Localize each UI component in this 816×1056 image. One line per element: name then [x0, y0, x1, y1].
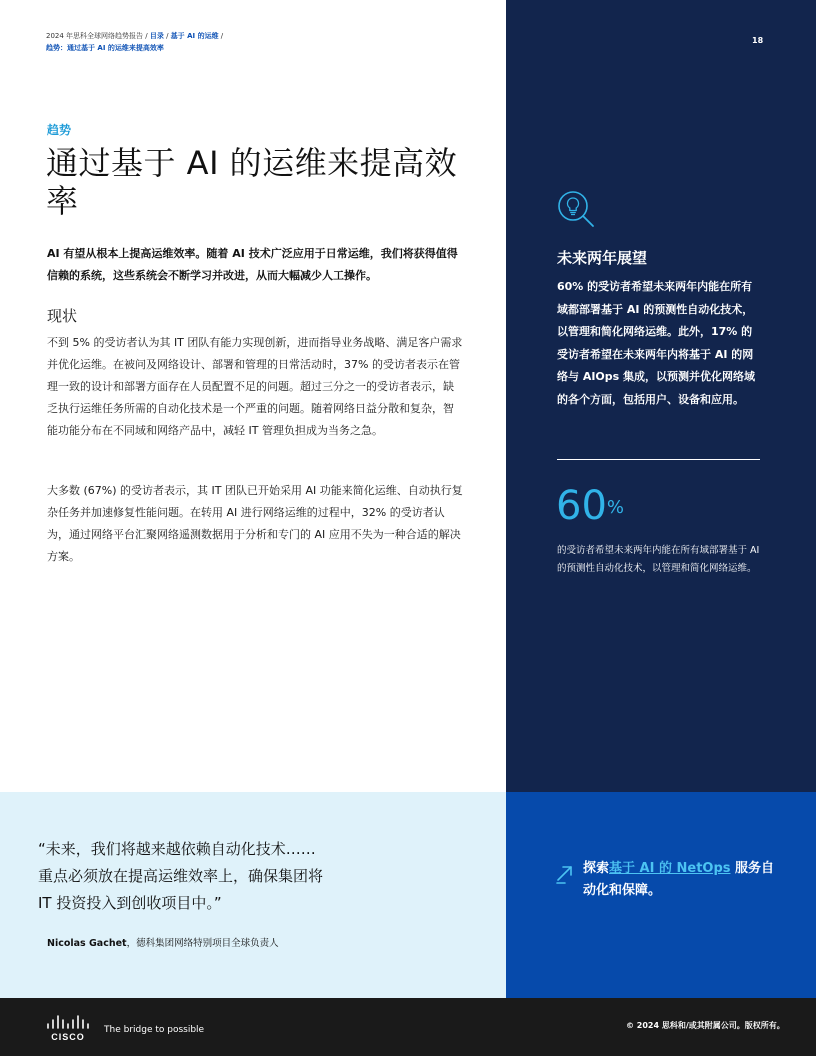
cisco-wordmark: CISCO [51, 1032, 85, 1042]
quote-attribution [47, 935, 279, 949]
breadcrumb-subsection-link[interactable]: 趋势：通过基于 AI 的运维来提高效率 [46, 44, 164, 52]
external-arrow-icon [556, 864, 574, 884]
netops-link[interactable]: 基于 AI 的 NetOps [609, 861, 731, 876]
stat-description: 的受访者希望未来两年内能在所有域部署基于 AI 的预测性自动化技术，以管理和简化网络运维。 [557, 545, 760, 574]
quote-role: ，德科集团网络特别项目全球负责人 [126, 938, 279, 949]
breadcrumb-report: 2024 年思科全球网络趋势报告 [46, 32, 144, 40]
lead-paragraph: AI 有望从根本上提高运维效率。随着 AI 技术广泛应用于日常运维，我们将获得值得信赖的系统，这些系统会不断学习并改进，从而大幅减少人工操作。 [47, 247, 458, 282]
outlook-heading: 未来两年展望 [557, 249, 648, 267]
stat-value: 60% [556, 483, 625, 529]
outlook-body: 60% 的受访者希望未来两年内能在所有域都部署基于 AI 的预测性自动化技术，以管理和简化网络运维。此外，17% 的受访者希望在未来两年内将基于 AI 的网络与 AIOps 集成，以预测并优化网络域的各个方面，包括用户、设备和应用。 [557, 280, 756, 406]
section-eyebrow: 趋势 [47, 123, 72, 137]
explore-link: 探索基于 AI 的 NetOps 服务自动化和保障。 [583, 861, 775, 898]
body-paragraph-1: 不到 5% 的受访者认为其 IT 团队有能力实现创新，进而指导业务战略、满足客户需求并优化运维。在被问及网络设计、部署和管理的日常活动时，37% 的受访者表示在管理一致的设计和部署方面存在人员配置不足的问题。超过三分之一的受访者表示，缺乏执行运维任务所需的自动化技术是一个严重的问题。随着网络日益分散和复杂，智能功能分布在不同域和网络产品中，减轻 IT 管理负担成为当务之急。 [47, 336, 463, 437]
breadcrumb: 2024 年思科全球网络趋势报告 / 目录 / 基于 AI 的运维 / 趋势：通过基于 AI 的运维来提高效率 [46, 32, 224, 52]
quote-author: Nicolas Gachet [47, 938, 127, 949]
footer-copyright: © 2024 思科和/或其附属公司。版权所有。 [626, 1021, 785, 1030]
lightbulb-search-icon [556, 189, 596, 229]
breadcrumb-toc-link[interactable]: 目录 [149, 32, 164, 40]
status-heading: 现状 [47, 307, 78, 325]
cisco-logo [46, 1012, 94, 1044]
pull-quote: “未来，我们将越来越依赖自动化技术…… 重点必须放在提高运维效率上，确保集团将 IT 投资投入到创收项目中。” [38, 840, 324, 912]
page-number: 18 [752, 36, 764, 45]
breadcrumb-section-link[interactable]: 基于 AI 的运维 [170, 32, 219, 40]
footer-tagline: The bridge to possible [104, 1025, 205, 1035]
stat-unit: % [606, 497, 625, 518]
page-title: 通过基于 AI 的运维来提高效率 [46, 144, 458, 220]
divider [557, 459, 760, 460]
body-paragraph-2: 大多数 (67%) 的受访者表示，其 IT 团队已开始采用 AI 功能来简化运维、自动执行复杂任务并加速修复性能问题。在转用 AI 进行网络运维的过程中，32% 的受访者认为，通过网络平台汇聚网络遥测数据用于分析和专门的 AI 应用不失为一种合适的解决方案。 [47, 484, 463, 563]
